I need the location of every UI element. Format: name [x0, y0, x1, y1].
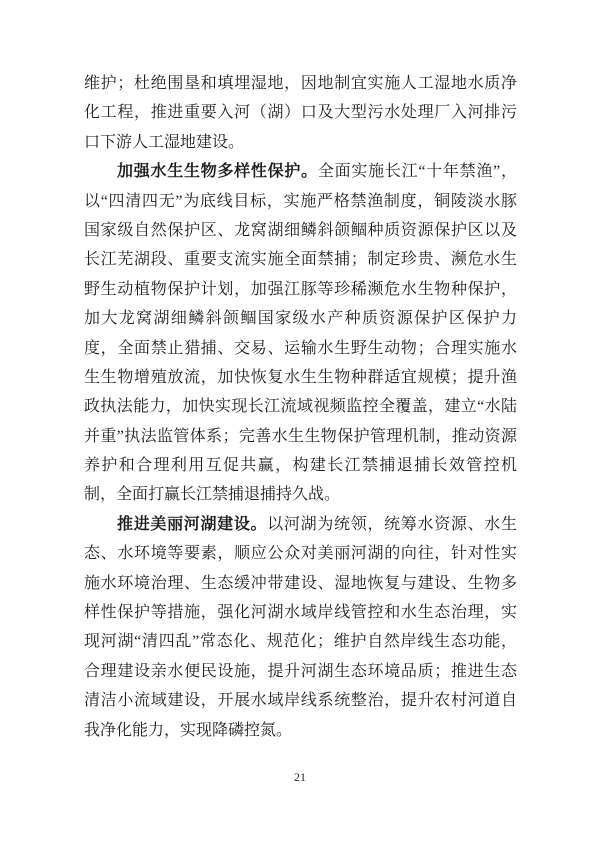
text-line: 我净化能力，实现降磷控氮。 [84, 721, 293, 739]
text-line: 加大龙窝湖细鳞斜颌鲴国家级水产种质资源保护区保护力 [84, 310, 517, 328]
text-block [84, 69, 517, 745]
text-line: 加强水生生物多样性保护。全面实施长江“十年禁渔”， [117, 163, 517, 181]
text-line: 长江芜湖段、重要支流实施全面禁捕；制定珍贵、濒危水生 [84, 251, 517, 269]
paragraph-lead: 加强水生生物多样性保护。 [117, 163, 318, 181]
text-line: 养护和合理利用互促共赢，构建长江禁捕退捕长效管控机 [84, 457, 517, 475]
paragraph-lead: 推进美丽河湖建设。 [117, 515, 268, 533]
text-line: 样性保护等措施，强化河湖水域岸线管控和水生态治理，实 [84, 604, 517, 622]
text-line: 政执法能力，加快实现长江流域视频监控全覆盖，建立“水陆 [84, 398, 517, 416]
text-line: 态、水环境等要素，顺应公众对美丽河湖的向往，针对性实 [84, 545, 517, 563]
page-number: 21 [294, 770, 306, 784]
text-line: 化工程，推进重要入河（湖）口及大型污水处理厂入河排污 [84, 104, 517, 122]
text-line: 并重”执法监管体系；完善水生生物保护管理机制，推动资源 [84, 427, 517, 445]
text-line: 度，全面禁止猎捕、交易、运输水生野生动物；合理实施水 [84, 339, 517, 357]
text-line: 野生动植物保护计划，加强江豚等珍稀濒危水生物种保护， [84, 280, 517, 298]
text-line: 口下游人工湿地建设。 [84, 133, 245, 151]
text-line: 施水环境治理、生态缓冲带建设、湿地恢复与建设、生物多 [84, 574, 517, 592]
text-line: 以“四清四无”为底线目标，实施严格禁渔制度，铜陵淡水豚 [84, 192, 517, 210]
text-line: 现河湖“清四乱”常态化、规范化；维护自然岸线生态功能， [84, 633, 517, 651]
text-line: 合理建设亲水便民设施，提升河湖生态环境品质；推进生态 [84, 662, 517, 680]
text-line: 制，全面打赢长江禁捕退捕持久战。 [84, 486, 341, 504]
text-line: 国家级自然保护区、龙窝湖细鳞斜颌鲴种质资源保护区以及 [84, 221, 517, 239]
text-line: 推进美丽河湖建设。以河湖为统领，统筹水资源、水生 [117, 515, 517, 533]
text-line: 生生物增殖放流，加快恢复水生生物种群适宜规模；提升渔 [84, 368, 517, 386]
text-line: 维护；杜绝围垦和填埋湿地，因地制宜实施人工湿地水质净 [84, 75, 517, 92]
text-line: 清洁小流域建设，开展水域岸线系统整治，提升农村河道自 [84, 692, 517, 710]
